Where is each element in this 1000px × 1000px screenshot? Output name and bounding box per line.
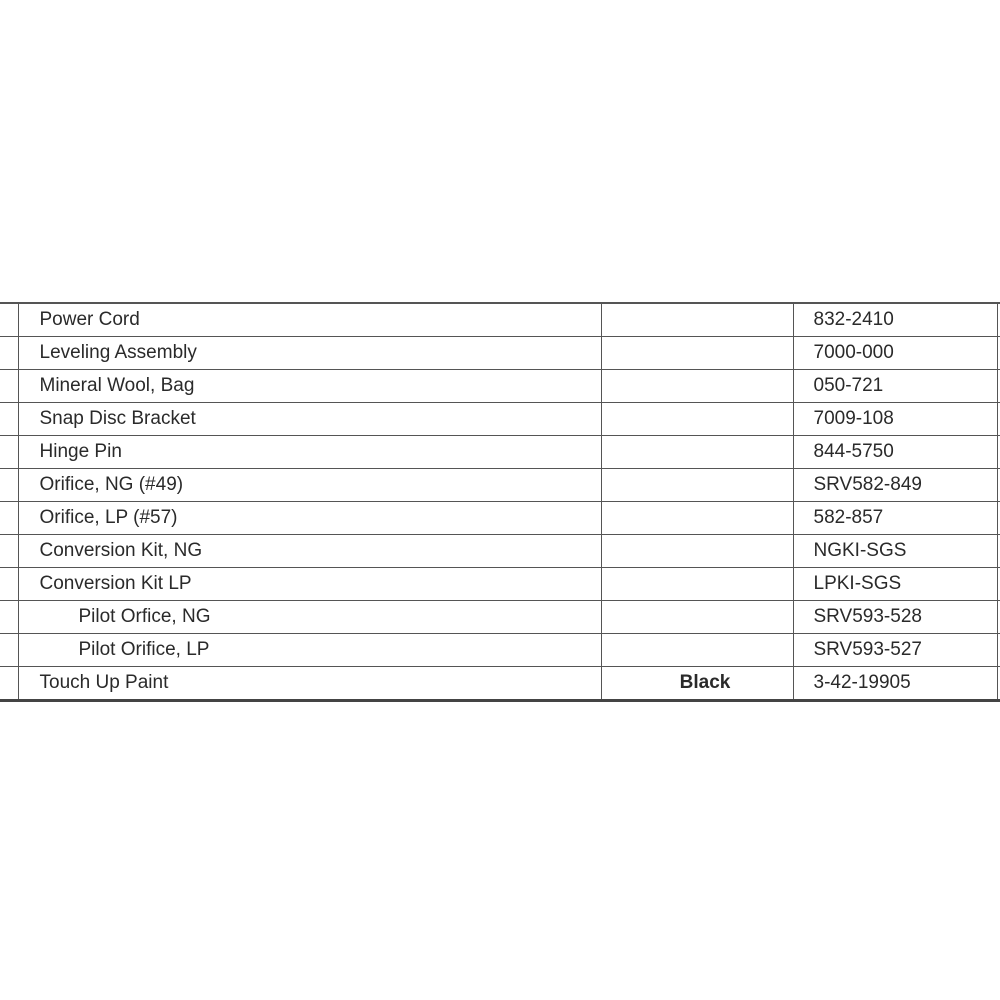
description-cell: Conversion Kit, NG [18,535,601,568]
part-number-cell: 844-5750 [793,436,997,469]
row-margin-cell [0,535,18,568]
part-number-cell: LPKI-SGS [793,568,997,601]
color-cell [601,535,793,568]
description-cell: Leveling Assembly [18,337,601,370]
color-cell [601,469,793,502]
color-cell [601,403,793,436]
part-number-cell: NGKI-SGS [793,535,997,568]
table-row [0,535,1000,568]
description-cell: Pilot Orfice, NG [18,601,601,634]
part-number-cell: 7000-000 [793,337,997,370]
part-number-cell: SRV593-527 [793,634,997,667]
part-number-cell: 3-42-19905 [793,667,997,701]
parts-table [0,302,1000,702]
description-cell: Pilot Orifice, LP [18,634,601,667]
description-cell: Hinge Pin [18,436,601,469]
table-row [0,601,1000,634]
row-margin-cell [0,502,18,535]
table-row [0,667,1000,701]
table-row [0,502,1000,535]
color-cell [601,601,793,634]
color-cell [601,303,793,337]
description-cell: Orifice, LP (#57) [18,502,601,535]
table-row [0,436,1000,469]
row-margin-cell [0,370,18,403]
description-cell: Orifice, NG (#49) [18,469,601,502]
table-row [0,568,1000,601]
parts-table-body [0,303,1000,701]
row-margin-cell [0,303,18,337]
row-margin-cell [0,568,18,601]
row-margin-cell [0,469,18,502]
row-margin-cell [0,667,18,701]
table-row [0,337,1000,370]
color-cell [601,568,793,601]
part-number-cell: SRV593-528 [793,601,997,634]
row-margin-cell [0,436,18,469]
color-cell [601,502,793,535]
description-cell: Snap Disc Bracket [18,403,601,436]
row-margin-cell [0,403,18,436]
color-cell [601,337,793,370]
part-number-cell: 582-857 [793,502,997,535]
table-row [0,370,1000,403]
color-cell [601,634,793,667]
table-row [0,303,1000,337]
description-cell: Touch Up Paint [18,667,601,701]
table-row [0,634,1000,667]
table-row [0,469,1000,502]
row-margin-cell [0,337,18,370]
description-cell: Mineral Wool, Bag [18,370,601,403]
description-cell: Power Cord [18,303,601,337]
color-cell [601,370,793,403]
table-row [0,403,1000,436]
part-number-cell: 050-721 [793,370,997,403]
part-number-cell: 832-2410 [793,303,997,337]
part-number-cell: 7009-108 [793,403,997,436]
row-margin-cell [0,634,18,667]
description-cell: Conversion Kit LP [18,568,601,601]
row-margin-cell [0,601,18,634]
color-cell: Black [601,667,793,701]
part-number-cell: SRV582-849 [793,469,997,502]
color-cell [601,436,793,469]
